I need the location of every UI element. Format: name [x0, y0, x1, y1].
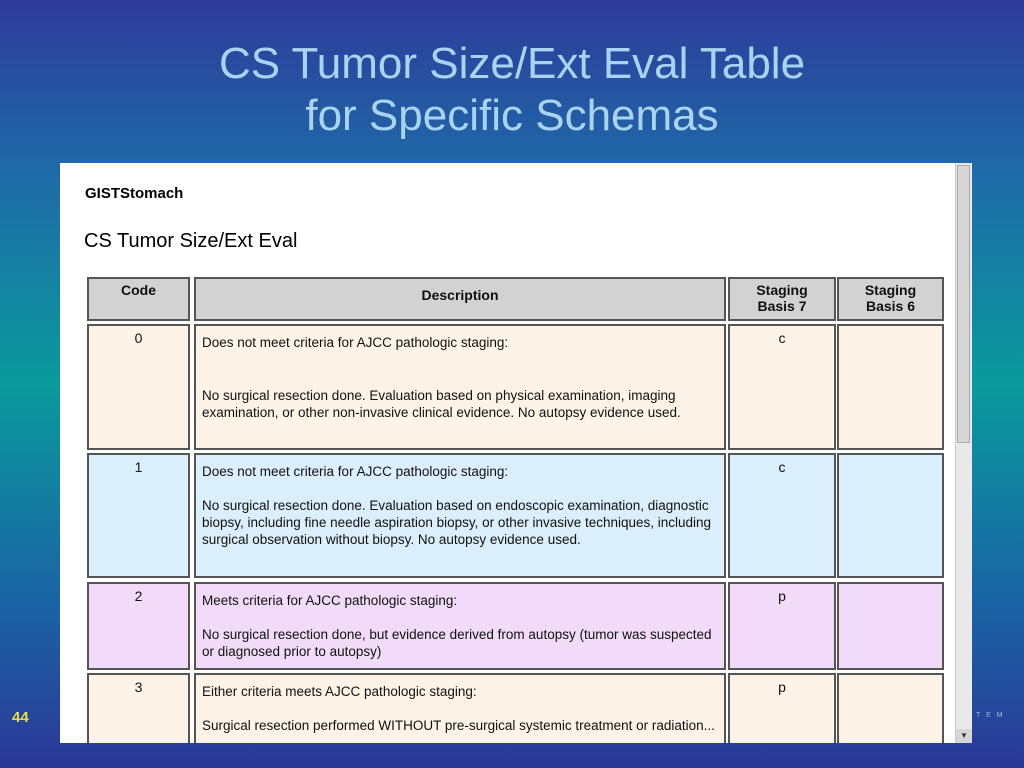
header-code-label: Code: [121, 282, 156, 298]
header-description-label: Description: [421, 287, 499, 303]
document-viewer[interactable]: [60, 163, 972, 743]
header-staging6-line2: Basis 6: [865, 298, 916, 314]
table-row-3-detail: Surgical resection performed WITHOUT pre-surgical systemic treatment or radiation...: [202, 718, 715, 733]
header-staging7-line1: Staging: [756, 282, 808, 298]
slide-title-line-1: CS Tumor Size/Ext Eval Table: [218, 39, 806, 88]
page-number: 44: [12, 709, 29, 726]
table-row-1-detail: No surgical resection done. Evaluation based on endoscopic examination, diagnostic biopsy, including fine needle aspiration biopsy, or other invasive techniques, including surgical observation without biopsy. No autopsy evidence used.: [202, 498, 712, 547]
table-row-0-detail: No surgical resection done. Evaluation based on physical examination, imaging examination, or other non-invasive clinical evidence. No autopsy evidence used.: [202, 388, 681, 420]
header-description: [194, 277, 726, 321]
schema-name: GISTStomach: [85, 185, 184, 202]
table-row-3-staging6: [837, 673, 944, 743]
table-row-3-code: 3: [87, 673, 190, 743]
table-row-0-criteria: Does not meet criteria for AJCC pathologic staging:: [202, 335, 509, 350]
table-row-3-criteria: Either criteria meets AJCC pathologic staging:: [202, 684, 477, 699]
header-code: [87, 277, 190, 321]
table-row-1-code: 1: [87, 453, 190, 578]
table-row-1-description: [194, 453, 726, 578]
header-staging-basis-6: [837, 277, 944, 321]
table-row-2-staging7: p: [728, 582, 836, 670]
table-row-2-detail: No surgical resection done, but evidence derived from autopsy (tumor was suspected or diagnosed prior to autopsy): [202, 627, 712, 659]
chevron-down-icon[interactable]: ▼: [956, 729, 972, 743]
table-title: CS Tumor Size/Ext Eval: [84, 230, 298, 252]
document-content: [60, 163, 956, 743]
header-staging-basis-7: [728, 277, 836, 321]
vertical-scrollbar[interactable]: [955, 163, 972, 743]
header-staging7-line2: Basis 7: [757, 298, 807, 314]
table-row-1-staging6: [837, 453, 944, 578]
table-row-2-staging6: [837, 582, 944, 670]
table-row-0-staging6: [837, 324, 944, 450]
slide-title: [0, 38, 1024, 142]
table-row-0-description: [194, 324, 726, 450]
header-staging6-line1: Staging: [864, 282, 917, 298]
slide-title-line-2: for Specific Schemas: [305, 91, 719, 140]
table-row-2-code: 2: [87, 582, 190, 670]
table-row-3-staging7: p: [728, 673, 836, 743]
footer-logo-text: T E M: [976, 712, 1005, 719]
table-row-1-staging7: c: [728, 453, 836, 578]
table-row-0-code: 0: [87, 324, 190, 450]
table-row-2-criteria: Meets criteria for AJCC pathologic staging:: [202, 593, 458, 608]
table-row-2-description: [194, 582, 726, 670]
table-row-1-criteria: Does not meet criteria for AJCC pathologic staging:: [202, 464, 509, 479]
table-row-3-description: [194, 673, 726, 743]
table-row-0-staging7: c: [728, 324, 836, 450]
scrollbar-thumb[interactable]: [957, 165, 970, 443]
